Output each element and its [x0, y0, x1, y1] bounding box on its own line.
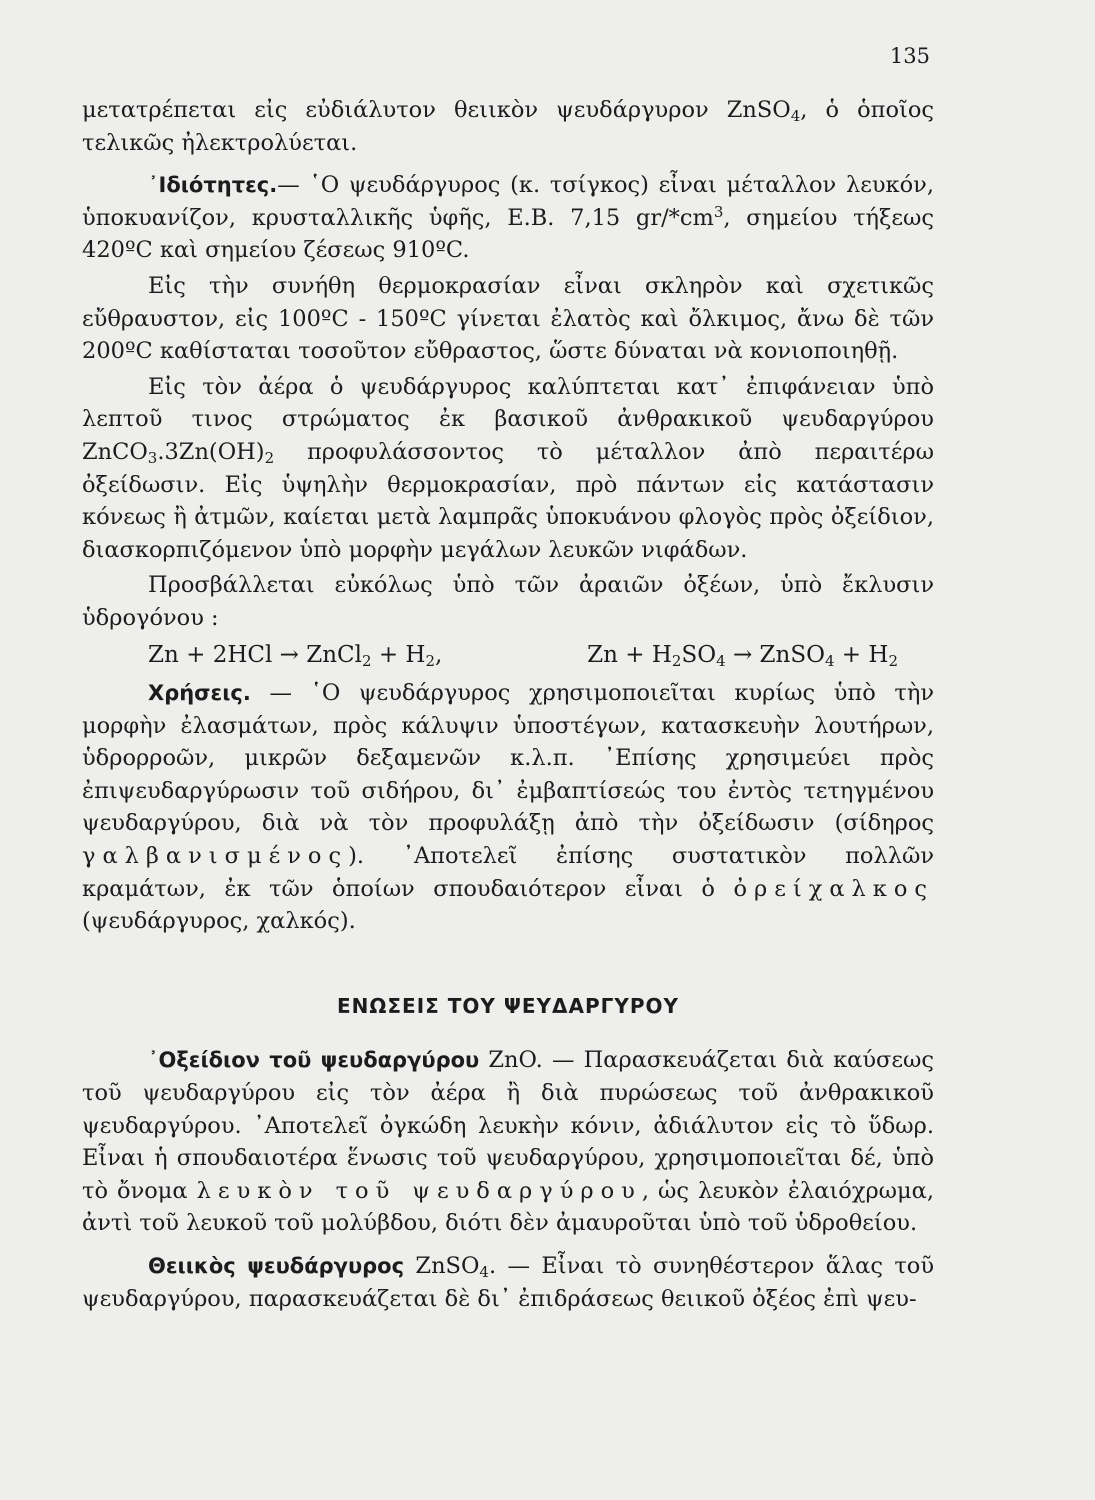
section-heading: ΕΝΩΣΕΙΣ ΤΟΥ ΨΕΥΔΑΡΓΥΡΟΥ	[336, 993, 679, 1018]
equation-hcl: Zn + 2HCl → ZnCl$_2$ + $H_2$,	[148, 641, 443, 670]
oxide-heading: ᾽Οξείδιον τοῦ ψευδαργύρου	[148, 1048, 480, 1073]
properties-heading: ᾽Ιδιότητες.	[148, 173, 278, 198]
reaction-equations	[82, 639, 934, 672]
page-body	[82, 94, 934, 1318]
uses-heading: Χρήσεις.	[148, 681, 251, 706]
paragraph-intro: μετατρέπεται εἰς εὐδιάλυτον θειικὸν ψευδάργυρον ZnSO$_4$, ὁ ὁποῖος τελικῶς ἠλεκτρολύεται.	[82, 97, 934, 156]
paragraph-uses: Χρήσεις. — ῾Ο ψευδάργυρος χρησιμοποιεῖται κυρίως ὑπὸ τὴν μορφὴν ἐλασμάτων, πρὸς κάλυψιν ὑποστέγων, κατασκευὴν λουτήρων, ὑδρορροῶν, μικρῶν δεξαμενῶν κ.λ.π. ᾽Επίσης χρησιμεύει πρὸς ἐπιψευδαργύρωσιν τοῦ σιδήρου, δι᾽ ἐμβαπτίσεώς του ἐντὸς τετηγμένου ψευδαργύρου, διὰ νὰ τὸν προφυλάξῃ ἀπὸ τὴν ὀξείδωσιν (σίδηρος γαλβανισμένος). ᾽Αποτελεῖ ἐπίσης συστατικὸν πολλῶν κραμάτων, ἐκ τῶν ὁποίων σπουδαιότερον εἶναι ὁ ὀρείχαλκος (ψευδάργυρος, χαλκός).	[82, 680, 934, 935]
sulfate-heading: Θειικὸς ψευδάργυρος	[148, 1254, 405, 1278]
paragraph-oxide: ᾽Οξείδιον τοῦ ψευδαργύρου ZnO. — Παρασκευάζεται διὰ καύσεως τοῦ ψευδαργύρου εἰς τὸν ἀέρα ἢ διὰ πυρώσεως τοῦ ἀνθρακικοῦ ψευδαργύρου. ᾽Αποτελεῖ ὀγκώδη λευκὴν κόνιν, ἀδιάλυτον εἰς τὸ ὕδωρ. Εἶναι ἡ σπουδαιοτέρα ἕνωσις τοῦ ψευδαργύρου, χρησιμοποιεῖται δέ, ὑπὸ τὸ ὄνομα λευκὸν τοῦ ψευδαργύρου, ὡς λευκὸν ἐλαιόχρωμα, ἀντὶ τοῦ λευκοῦ τοῦ μολύβδου, διότι δὲν ἀμαυροῦται ὑπὸ τοῦ ὑδροθείου.	[82, 1047, 934, 1237]
paragraph-temperature: Εἰς τὴν συνήθη θερμοκρασίαν εἶναι σκληρὸν καὶ σχετικῶς εὔθραυστον, εἰς 100ºC - 150ºC γίνεται ἐλατὸς καὶ ὄλκιμος, ἄνω δὲ τῶν 200ºC καθίσταται τοσοῦτον εὔθραστος, ὥστε δύναται νὰ κονιοποιηθῇ.	[82, 272, 934, 365]
paragraph-air: Εἰς τὸν ἀέρα ὁ ψευδάργυρος καλύπτεται κατ᾽ ἐπιφάνειαν ὑπὸ λεπτοῦ τινος στρώματος ἐκ βασικοῦ ἀνθρακικοῦ ψευδαργύρου $ZnCO_3.3Zn(OH)_2$ προφυλάσσοντος τὸ μέταλλον ἀπὸ περαιτέρω ὀξείδωσιν. Εἰς ὑψηλὴν θερμοκρασίαν, πρὸ πάντων εἰς κατάστασιν κόνεως ἢ ἀτμῶν, καίεται μετὰ λαμπρᾶς ὑποκυάνου φλογὸς πρὸς ὀξείδιον, διασκορπιζόμενον ὑπὸ μορφὴν μεγάλων λευκῶν νιφάδων.	[82, 373, 934, 563]
paragraph-acids: Προσβάλλεται εὐκόλως ὑπὸ τῶν ἀραιῶν ὀξέων, ὑπὸ ἔκλυσιν ὑδρογόνου :	[82, 572, 934, 631]
page-number: 135	[889, 44, 930, 68]
paragraph-properties: ᾽Ιδιότητες.— ῾Ο ψευδάργυρος (κ. τσίγκος) εἶναι μέταλλον λευκόν, ὑποκυανίζον, κρυσταλλικῆς ὑφῆς, Ε.Β. 7,15 $gr/*cm^3$, σημείου τήξεως 420ºC καὶ σημείου ζέσεως 910ºC.	[82, 172, 934, 264]
paragraph-sulfate: Θειικὸς ψευδάργυρος ZnSO$_4$. — Εἶναι τὸ συνηθέστερον ἅλας τοῦ ψευδαργύρου, παρασκευάζεται δὲ δι᾽ ἐπιδράσεως θειικοῦ ὀξέος ἐπὶ ψευ-	[82, 1253, 935, 1312]
equation-h2so4: $Zn + H_2SO_4$ → ZnSO$_4$ + $H_2$	[587, 641, 898, 670]
